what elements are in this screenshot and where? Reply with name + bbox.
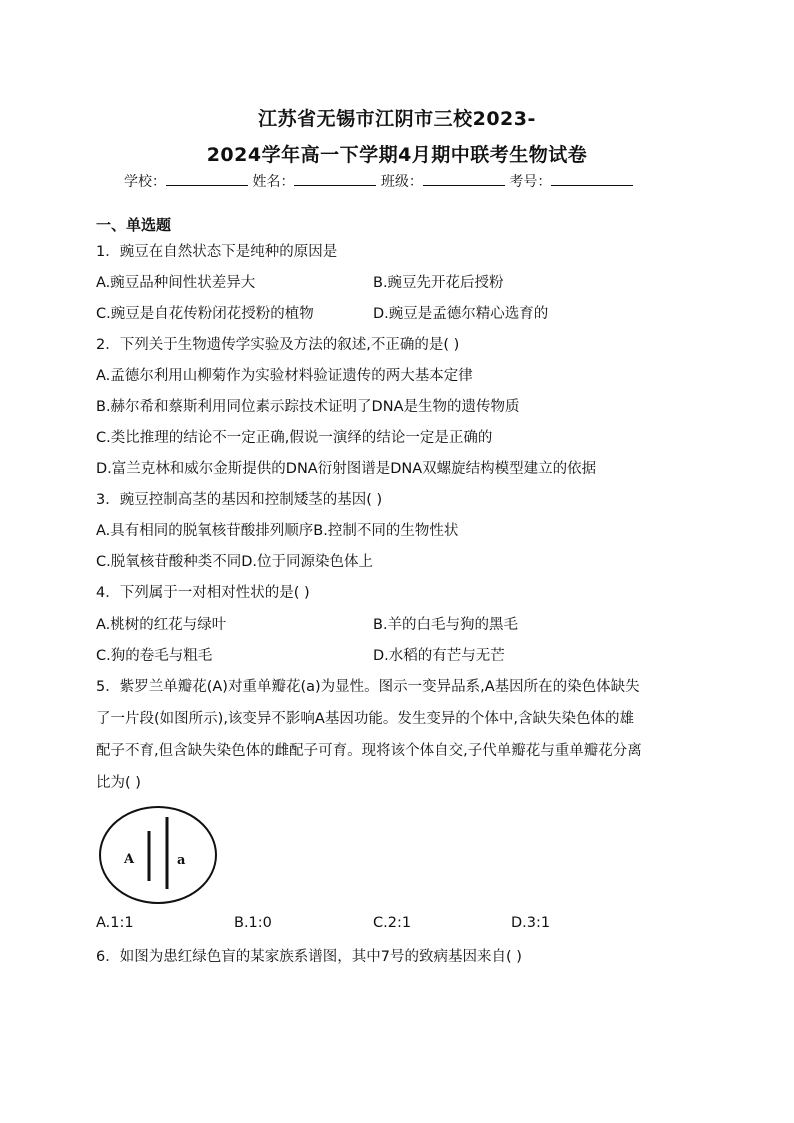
q1-option-d: D.豌豆是孟德尔精心选育的	[373, 306, 549, 322]
q3-options-ab: A.具有相同的脱氧核苷酸排列顺序B.控制不同的生物性状	[96, 523, 459, 539]
q4-option-a: A.桃树的红花与绿叶	[96, 617, 227, 633]
q4-option-d: D.水稻的有芒与无芒	[373, 648, 505, 664]
name-blank[interactable]	[294, 171, 376, 186]
q1-option-c: C.豌豆是自花传粉闭花授粉的植物	[96, 306, 314, 322]
exam-number-blank[interactable]	[551, 171, 633, 186]
q4-stem: 4．下列属于一对相对性状的是( )	[96, 585, 310, 601]
cell-outline	[100, 807, 216, 903]
q5-stem-line-3: 配子不育,但含缺失染色体的雌配子可育。现将该个体自交,子代单瓣花与重单瓣花分离	[96, 743, 642, 759]
q2-option-c: C.类比推理的结论不一定正确,假说一演绎的结论一定是正确的	[96, 430, 493, 446]
q4-option-b: B.羊的白毛与狗的黑毛	[373, 617, 519, 633]
name-label: 姓名：	[252, 174, 295, 190]
q2-stem: 2．下列关于生物遗传学实验及方法的叙述,不正确的是( )	[96, 337, 460, 353]
class-blank[interactable]	[423, 171, 505, 186]
school-blank[interactable]	[166, 171, 248, 186]
q2-option-a: A.孟德尔利用山柳菊作为实验材料验证遗传的两大基本定律	[96, 368, 473, 384]
school-label: 学校：	[124, 174, 166, 190]
q3-stem: 3．豌豆控制高茎的基因和控制矮茎的基因( )	[96, 492, 383, 508]
q5-option-b: B.1:0	[234, 915, 272, 931]
q1-option-a: A.豌豆品种间性状差异大	[96, 275, 256, 291]
allele-label-a-recessive: a	[177, 853, 186, 868]
q2-option-d: D.富兰克林和威尔金斯提供的DNA衍射图谱是DNA双螺旋结构模型建立的依据	[96, 461, 597, 477]
q6-stem: 6．如图为患红绿色盲的某家族系谱图，其中7号的致病基因来自( )	[96, 949, 522, 965]
q5-stem-line-2: 了一片段(如图所示),该变异不影响A基因功能。发生变异的个体中,含缺失染色体的雄	[96, 711, 634, 727]
q5-stem-line-1: 5．紫罗兰单瓣花(A)对重单瓣花(a)为显性。图示一变异品系,A基因所在的染色体缺失	[96, 679, 640, 695]
q5-stem-line-4: 比为( )	[96, 775, 141, 791]
student-info-row	[124, 171, 633, 191]
q2-option-b: B.赫尔希和蔡斯利用同位素示踪技术证明了DNA是生物的遗传物质	[96, 399, 520, 415]
q1-option-b: B.豌豆先开花后授粉	[373, 275, 504, 291]
section-title: 一、单选题	[96, 216, 172, 234]
q1-stem: 1．豌豆在自然状态下是纯种的原因是	[96, 244, 338, 260]
allele-label-a-dominant: A	[124, 852, 135, 867]
q5-option-d: D.3:1	[511, 915, 551, 931]
q5-option-c: C.2:1	[373, 915, 412, 931]
q4-option-c: C.狗的卷毛与粗毛	[96, 648, 213, 664]
q3-options-cd: C.脱氧核苷酸种类不同D.位于同源染色体上	[96, 554, 374, 570]
chromosome-figure	[97, 803, 221, 911]
q5-option-a: A.1:1	[96, 915, 134, 931]
exam-title-line-1: 江苏省无锡市江阴市三校2023-	[258, 108, 536, 130]
exam-title-line-2: 2024学年高一下学期4月期中联考生物试卷	[206, 144, 588, 166]
class-label: 班级：	[380, 174, 423, 190]
exam-number-label: 考号：	[509, 174, 552, 190]
